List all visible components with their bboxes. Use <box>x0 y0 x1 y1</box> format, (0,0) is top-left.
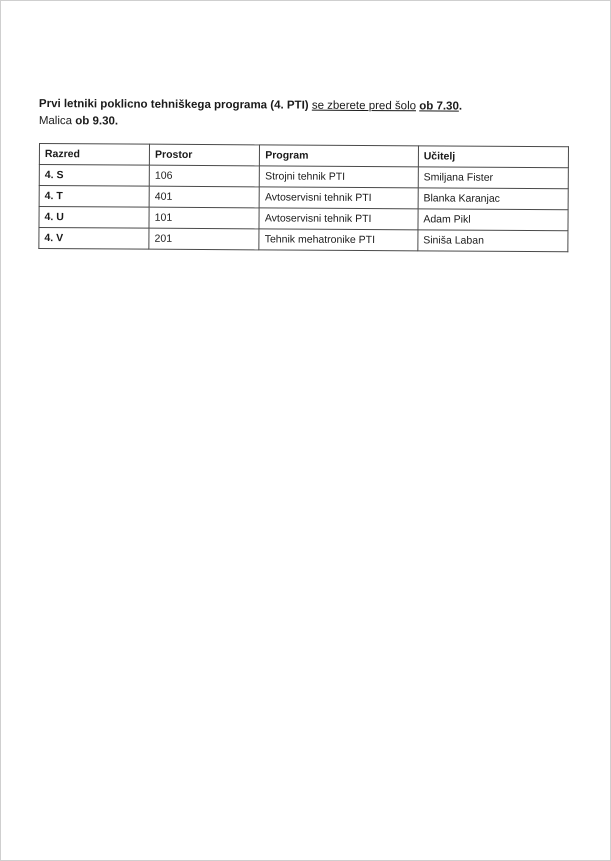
cell-prostor: 106 <box>149 165 259 187</box>
header-program: Program <box>260 145 419 167</box>
cell-program: Strojni tehnik PTI <box>260 166 419 188</box>
cell-prostor: 401 <box>149 186 259 208</box>
announcement-line-2 <box>39 113 579 132</box>
class-schedule-table <box>38 143 569 252</box>
announcement-line-1 <box>39 96 579 115</box>
lunch-time: ob 9.30. <box>75 115 119 128</box>
cell-razred: 4. V <box>39 228 149 250</box>
cell-program: Avtoservisni tehnik PTI <box>259 208 418 230</box>
cell-program: Avtoservisni tehnik PTI <box>259 187 418 209</box>
lunch-label: Malica <box>38 114 73 128</box>
table-row <box>39 228 568 252</box>
cell-prostor: 101 <box>149 207 259 229</box>
header-razred: Razred <box>39 144 149 166</box>
line-end-period: . <box>458 100 463 113</box>
program-title: Prvi letniki poklicno tehniškega programa (4. PTI) <box>38 97 309 112</box>
cell-razred: 4. S <box>39 165 149 187</box>
cell-prostor: 201 <box>149 228 259 250</box>
cell-razred: 4. U <box>39 207 149 229</box>
cell-ucitelj: Blanka Karanjac <box>418 188 568 210</box>
cell-ucitelj: Adam Pikl <box>418 209 568 231</box>
cell-ucitelj: Siniša Laban <box>418 230 568 252</box>
cell-ucitelj: Smiljana Fister <box>418 167 568 189</box>
header-prostor: Prostor <box>150 144 260 166</box>
header-ucitelj: Učitelj <box>418 146 568 168</box>
gathering-instruction: se zberete pred šolo <box>311 99 417 113</box>
gathering-time: ob 7.30 <box>419 100 459 113</box>
cell-razred: 4. T <box>39 186 149 208</box>
cell-program: Tehnik mehatronike PTI <box>259 229 418 251</box>
announcement-heading <box>39 96 579 132</box>
